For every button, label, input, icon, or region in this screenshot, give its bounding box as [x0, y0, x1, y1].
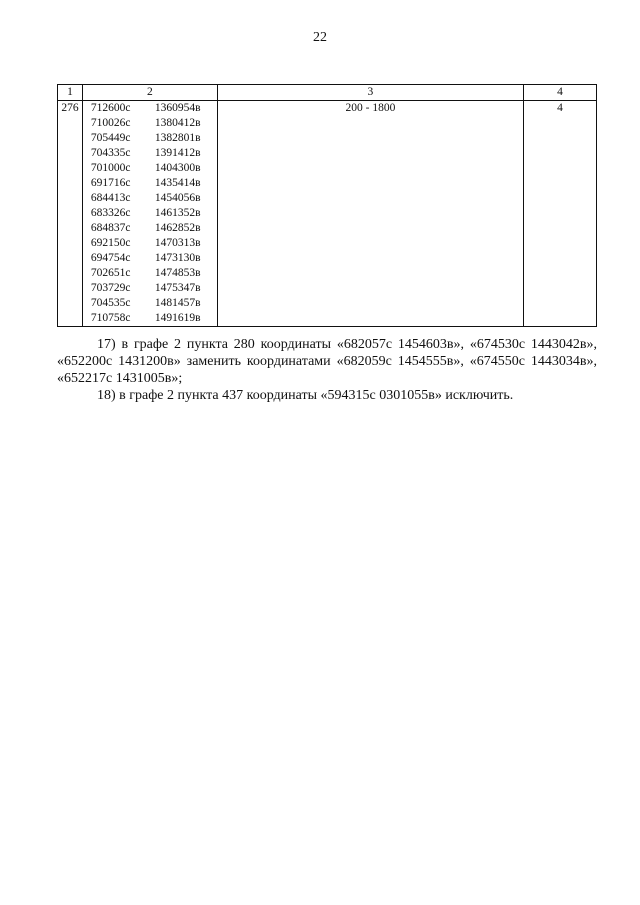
coordinate-pair: [83, 281, 217, 296]
longitude: 1360954в: [154, 102, 201, 114]
row-number: 276: [58, 101, 83, 327]
latitude: 710758с: [90, 312, 131, 324]
coordinate-pair: [83, 176, 217, 191]
latitude: 692150с: [90, 237, 131, 249]
coordinate-pair: [83, 146, 217, 161]
latitude: 684413с: [90, 192, 131, 204]
latitude: 703729с: [90, 282, 131, 294]
longitude: 1470313в: [154, 237, 201, 249]
latitude: 701000с: [90, 162, 131, 174]
altitude-range: 200 - 1800: [217, 101, 523, 327]
longitude: 1404300в: [154, 162, 201, 174]
coordinate-pair: [83, 161, 217, 176]
latitude: 704335с: [90, 147, 131, 159]
coordinate-pair: [83, 116, 217, 131]
latitude: 694754с: [90, 252, 131, 264]
latitude: 691716с: [90, 177, 131, 189]
coordinate-pair: [83, 131, 217, 146]
column-header-1: 1: [58, 85, 83, 101]
coordinate-pair: [83, 236, 217, 251]
latitude: 712600с: [90, 102, 131, 114]
latitude: 704535с: [90, 297, 131, 309]
latitude: 683326с: [90, 207, 131, 219]
latitude: 702651с: [90, 267, 131, 279]
coordinate-pair: [83, 101, 217, 116]
longitude: 1473130в: [154, 252, 201, 264]
coordinates-cell: [82, 101, 217, 327]
longitude: 1462852в: [154, 222, 201, 234]
longitude: 1435414в: [154, 177, 201, 189]
longitude: 1481457в: [154, 297, 201, 309]
longitude: 1475347в: [154, 282, 201, 294]
coordinate-pair: [83, 191, 217, 206]
longitude: 1382801в: [154, 132, 201, 144]
coordinate-pair: [83, 221, 217, 236]
latitude: 705449с: [90, 132, 131, 144]
longitude: 1461352в: [154, 207, 201, 219]
amendment-item-18: 18) в графе 2 пункта 437 координаты «594315с 0301055в» исключить.: [97, 388, 514, 403]
coordinate-pair: [83, 251, 217, 266]
coordinate-pair: [83, 206, 217, 221]
amendment-item-17: 17) в графе 2 пункта 280 координаты «682057с 1454603в», «674530с 1443042в», «652200с 1431200в» заменить координатами «682059с 1454555в», «674550с 1443034в», «652217с 1431005в»;: [57, 337, 597, 386]
latitude: 684837с: [90, 222, 131, 234]
coordinate-pair: [83, 296, 217, 311]
coordinate-pair: [83, 266, 217, 281]
coordinate-pair: [83, 311, 217, 326]
table-header-row: [58, 85, 597, 101]
longitude: 1454056в: [154, 192, 201, 204]
column-header-4: 4: [523, 85, 596, 101]
coordinates-table: [57, 84, 597, 327]
column-header-3: 3: [217, 85, 523, 101]
page-number: 22: [313, 30, 327, 45]
longitude: 1391412в: [154, 147, 201, 159]
longitude: 1380412в: [154, 117, 201, 129]
latitude: 710026с: [90, 117, 131, 129]
zone-class: 4: [523, 101, 596, 327]
longitude: 1491619в: [154, 312, 201, 324]
table-row: [58, 101, 597, 327]
longitude: 1474853в: [154, 267, 201, 279]
column-header-2: 2: [82, 85, 217, 101]
